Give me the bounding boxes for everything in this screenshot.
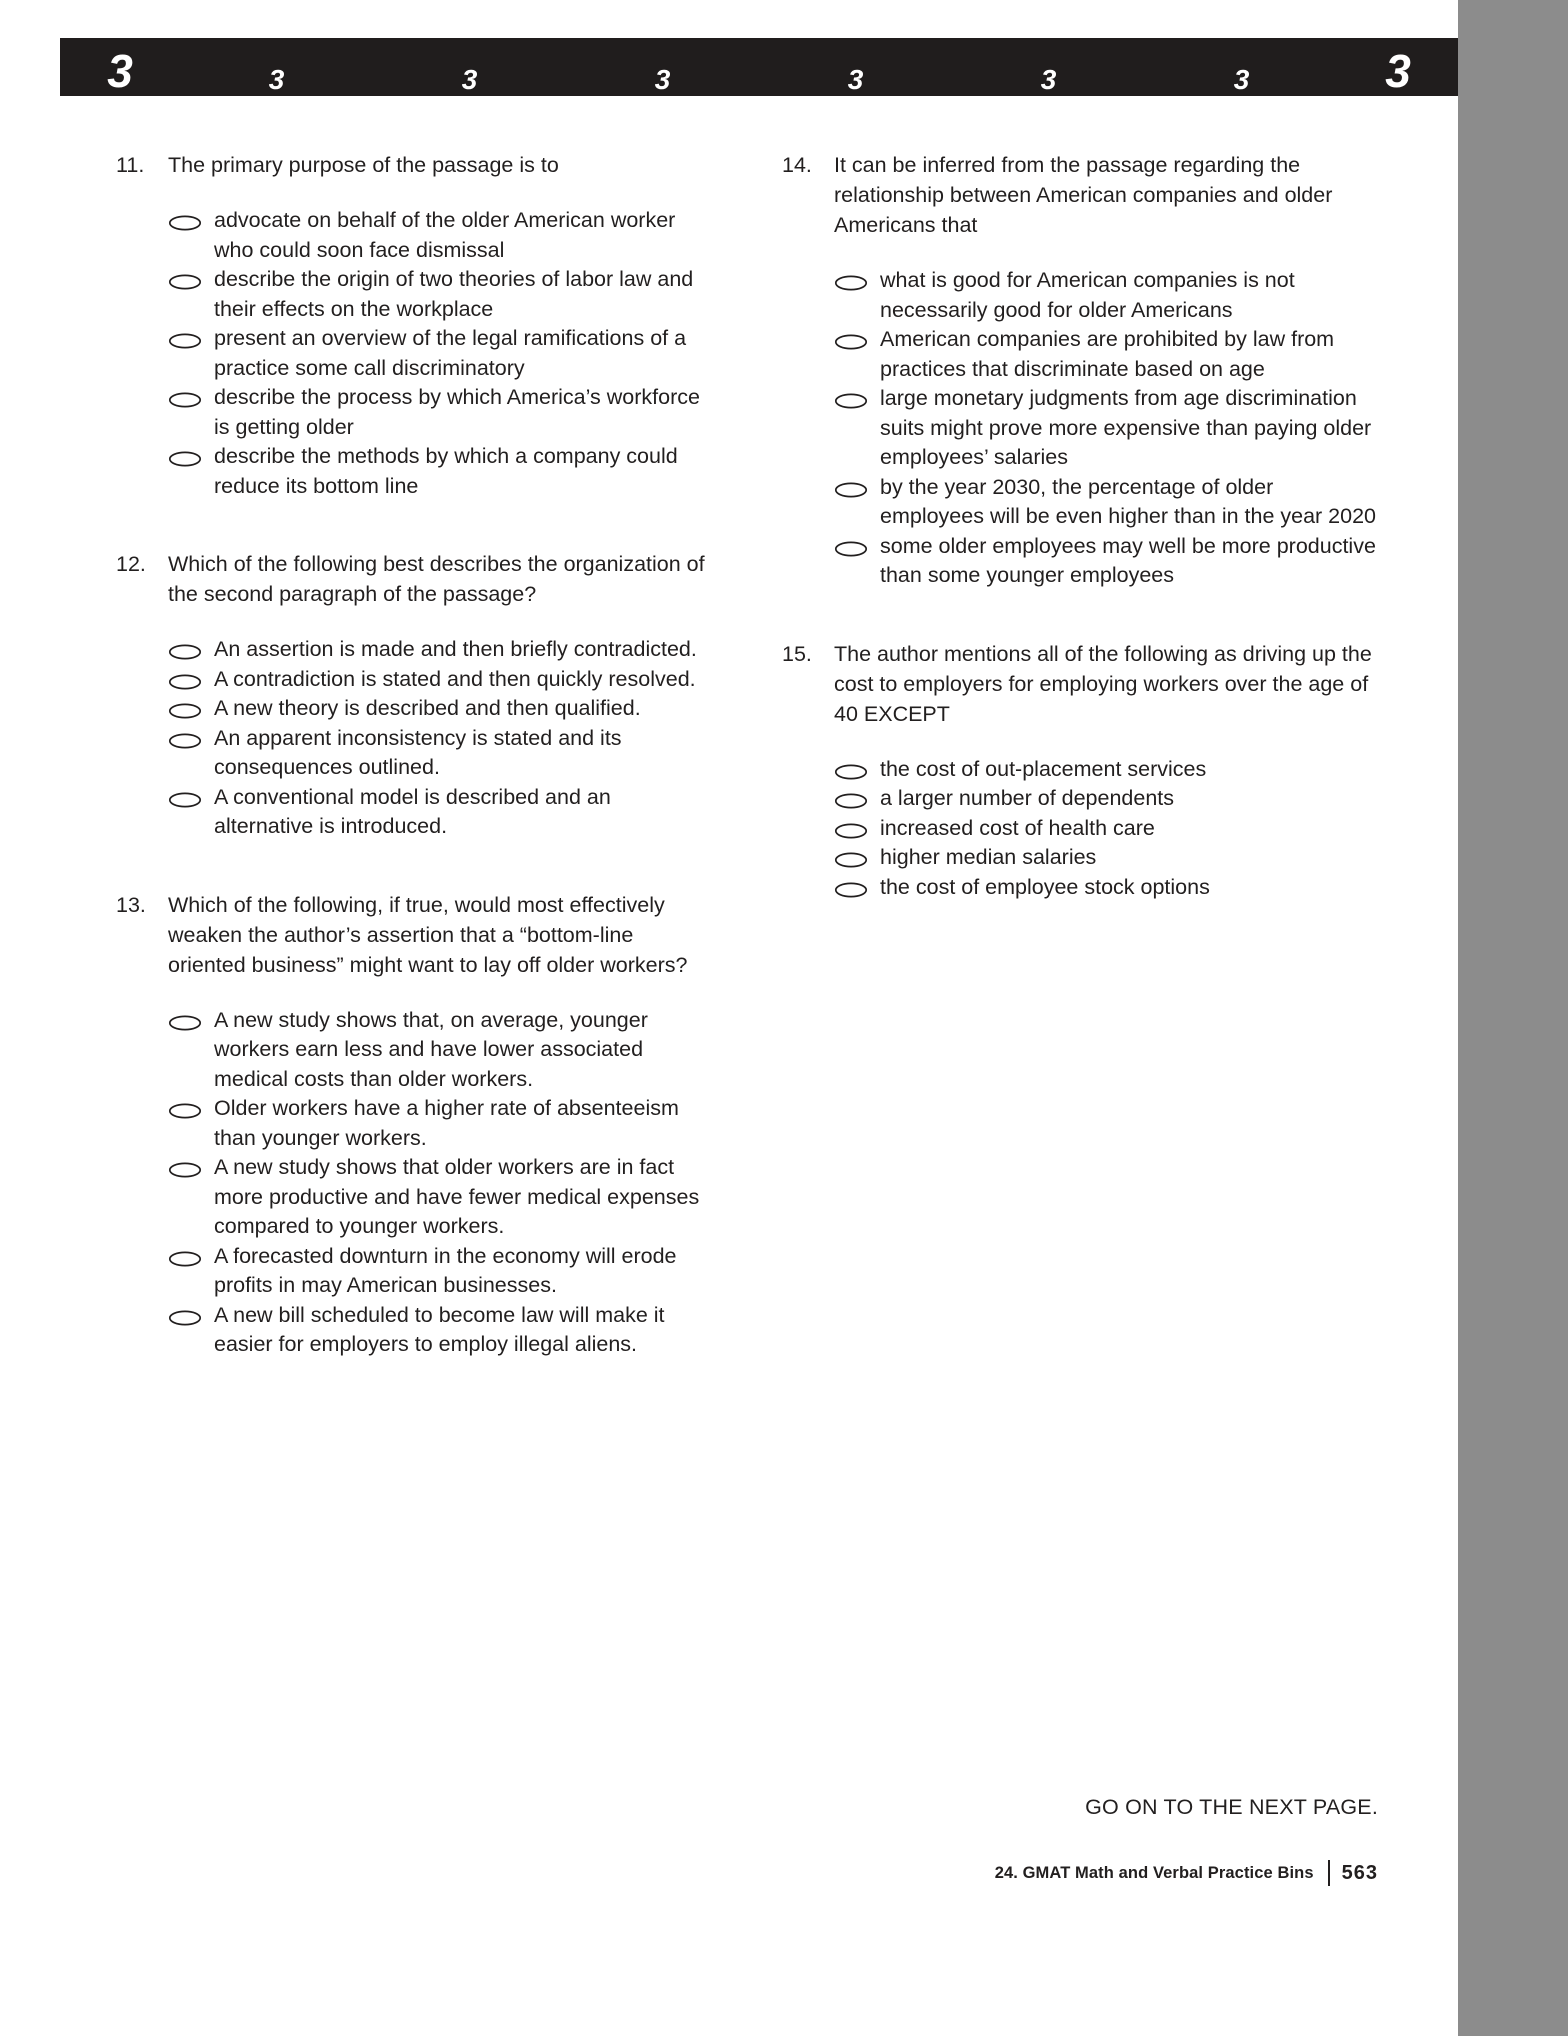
answer-option-text: what is good for American companies is not necessarily good for older Americans: [880, 268, 1295, 322]
question-spacer: [778, 613, 1378, 639]
oval-bullet-icon[interactable]: [168, 442, 214, 467]
question-12-header: [112, 549, 712, 609]
answer-option[interactable]: [168, 265, 712, 324]
go-on-note: GO ON TO THE NEXT PAGE.: [1085, 1795, 1378, 1819]
section-number-mark: 3: [654, 64, 671, 95]
answer-option-text: increased cost of health care: [880, 815, 1155, 840]
section-number-mark: 3: [107, 45, 133, 97]
question-number: 15.: [782, 641, 812, 666]
footer-source-label: 24. GMAT Math and Verbal Practice Bins: [994, 1863, 1314, 1882]
answer-option[interactable]: [168, 783, 712, 842]
answer-option[interactable]: [168, 724, 712, 783]
footer-divider: [1328, 1860, 1330, 1886]
oval-bullet-icon[interactable]: [834, 384, 880, 409]
answer-option[interactable]: [168, 324, 712, 383]
answer-option[interactable]: [168, 1301, 712, 1360]
answer-option-text: An assertion is made and then briefly contradicted.: [214, 637, 697, 661]
question-11-header: [112, 150, 712, 180]
answer-option[interactable]: [834, 532, 1378, 591]
page-number: 563: [1341, 1861, 1378, 1884]
question-15-options: [778, 755, 1378, 903]
question-14-options: [778, 266, 1378, 591]
section-number-mark: 3: [268, 64, 285, 95]
answer-option-text: A new study shows that older workers are in fact more productive and have fewer medical expenses compared to younger workers.: [214, 1155, 700, 1238]
oval-bullet-icon[interactable]: [834, 325, 880, 350]
question-13-options: [112, 1006, 712, 1360]
answer-option[interactable]: [834, 266, 1378, 325]
answer-option[interactable]: [168, 1153, 712, 1242]
oval-bullet-icon[interactable]: [168, 635, 214, 660]
answer-option-text: higher median salaries: [880, 845, 1097, 869]
oval-bullet-icon[interactable]: [834, 755, 880, 780]
oval-bullet-icon[interactable]: [834, 784, 880, 809]
answer-option-text: A new bill scheduled to become law will make it easier for employers to employ illegal aliens.: [214, 1302, 665, 1356]
oval-bullet-icon[interactable]: [168, 1242, 214, 1267]
answer-option[interactable]: [834, 325, 1378, 384]
question-11: [112, 150, 712, 501]
answer-option-text: describe the methods by which a company could reduce its bottom line: [214, 444, 678, 498]
question-13: [112, 890, 712, 1360]
question-content: [0, 150, 1458, 1950]
question-number: 13.: [116, 892, 146, 917]
answer-option[interactable]: [834, 473, 1378, 532]
answer-option[interactable]: [168, 694, 712, 724]
question-15: [778, 639, 1378, 903]
oval-bullet-icon[interactable]: [168, 665, 214, 690]
answer-option-text: advocate on behalf of the older American worker who could soon face dismissal: [214, 208, 676, 262]
question-number: 11.: [116, 153, 145, 177]
question-spacer: [112, 523, 712, 549]
section-number-mark: 3: [1233, 64, 1250, 95]
oval-bullet-icon[interactable]: [168, 1153, 214, 1178]
left-question-column: [112, 150, 712, 1382]
oval-bullet-icon[interactable]: [168, 1006, 214, 1031]
answer-option-text: some older employees may well be more productive than some younger employees: [880, 533, 1376, 587]
answer-option-text: large monetary judgments from age discrimination suits might prove more expensive than paying older employees’ salaries: [880, 386, 1372, 469]
oval-bullet-icon[interactable]: [834, 873, 880, 898]
oval-bullet-icon[interactable]: [168, 383, 214, 408]
question-stem: The primary purpose of the passage is to: [168, 153, 559, 177]
page-margin-strip: [1458, 0, 1568, 2036]
oval-bullet-icon[interactable]: [168, 1301, 214, 1326]
oval-bullet-icon[interactable]: [168, 1094, 214, 1119]
question-15-header: [778, 639, 1378, 729]
oval-bullet-icon[interactable]: [834, 814, 880, 839]
answer-option[interactable]: [168, 665, 712, 695]
question-stem: The author mentions all of the following as driving up the cost to employers for employing workers over the age of 40 EXCEPT: [834, 641, 1372, 726]
page-footer: [778, 1860, 1378, 1886]
answer-option-text: present an overview of the legal ramifications of a practice some call discriminatory: [214, 326, 687, 380]
answer-option-text: A forecasted downturn in the economy will erode profits in may American businesses.: [214, 1243, 677, 1297]
answer-option[interactable]: [168, 1242, 712, 1301]
oval-bullet-icon[interactable]: [168, 724, 214, 749]
answer-option-text: A conventional model is described and an alternative is introduced.: [214, 784, 611, 838]
answer-option-text: An apparent inconsistency is stated and its consequences outlined.: [214, 725, 622, 779]
question-stem: It can be inferred from the passage regarding the relationship between American companies and older Americans that: [834, 153, 1333, 237]
answer-option[interactable]: [834, 814, 1378, 844]
oval-bullet-icon[interactable]: [168, 324, 214, 349]
right-question-column: [778, 150, 1378, 924]
question-number: 12.: [116, 552, 146, 576]
oval-bullet-icon[interactable]: [834, 266, 880, 291]
oval-bullet-icon[interactable]: [168, 265, 214, 290]
answer-option[interactable]: [834, 755, 1378, 785]
question-stem: Which of the following best describes the organization of the second paragraph of the passage?: [168, 552, 705, 606]
answer-option[interactable]: [834, 873, 1378, 903]
question-13-header: [112, 890, 712, 980]
question-11-options: [112, 206, 712, 501]
answer-option[interactable]: [168, 1094, 712, 1153]
question-12: [112, 549, 712, 842]
answer-option[interactable]: [834, 784, 1378, 814]
section-number-mark: 3: [1040, 64, 1057, 95]
section-number-mark: 3: [461, 64, 478, 95]
answer-option[interactable]: [834, 384, 1378, 473]
answer-option-text: the cost of out-placement services: [880, 756, 1207, 781]
question-14: [778, 150, 1378, 591]
answer-option[interactable]: [168, 635, 712, 665]
answer-option-text: American companies are prohibited by law from practices that discriminate based on age: [880, 327, 1335, 381]
answer-option[interactable]: [168, 442, 712, 501]
section-number-mark: 3: [1385, 45, 1411, 97]
question-number: 14.: [782, 153, 812, 177]
oval-bullet-icon[interactable]: [834, 843, 880, 868]
answer-option[interactable]: [168, 206, 712, 265]
answer-option-text: describe the origin of two theories of labor law and their effects on the workplace: [214, 267, 694, 321]
question-14-header: [778, 150, 1378, 240]
answer-option-text: the cost of employee stock options: [880, 874, 1210, 899]
answer-option-text: A new theory is described and then qualified.: [214, 696, 641, 720]
answer-option-text: A new study shows that, on average, younger workers earn less and have lower associated medical costs than older workers.: [214, 1007, 648, 1091]
answer-option-text: describe the process by which America’s workforce is getting older: [214, 385, 700, 439]
answer-option-text: Older workers have a higher rate of absenteeism than younger workers.: [214, 1096, 679, 1150]
question-12-options: [112, 635, 712, 842]
answer-option-text: a larger number of dependents: [880, 786, 1175, 810]
answer-option[interactable]: [168, 383, 712, 442]
answer-option[interactable]: [168, 1006, 712, 1095]
oval-bullet-icon[interactable]: [168, 783, 214, 808]
section-number-mark: 3: [847, 64, 864, 95]
question-spacer: [112, 864, 712, 890]
answer-option-text: A contradiction is stated and then quickly resolved.: [214, 666, 696, 691]
question-stem: Which of the following, if true, would most effectively weaken the author’s assertion that a “bottom-line oriented business” might want to lay off older workers?: [168, 892, 688, 977]
answer-option-text: by the year 2030, the percentage of older employees will be even higher than in the year 2020: [880, 474, 1377, 528]
oval-bullet-icon[interactable]: [834, 473, 880, 498]
oval-bullet-icon[interactable]: [168, 694, 214, 719]
section-header-band: [60, 38, 1458, 96]
answer-option[interactable]: [834, 843, 1378, 873]
oval-bullet-icon[interactable]: [834, 532, 880, 557]
oval-bullet-icon[interactable]: [168, 206, 214, 231]
